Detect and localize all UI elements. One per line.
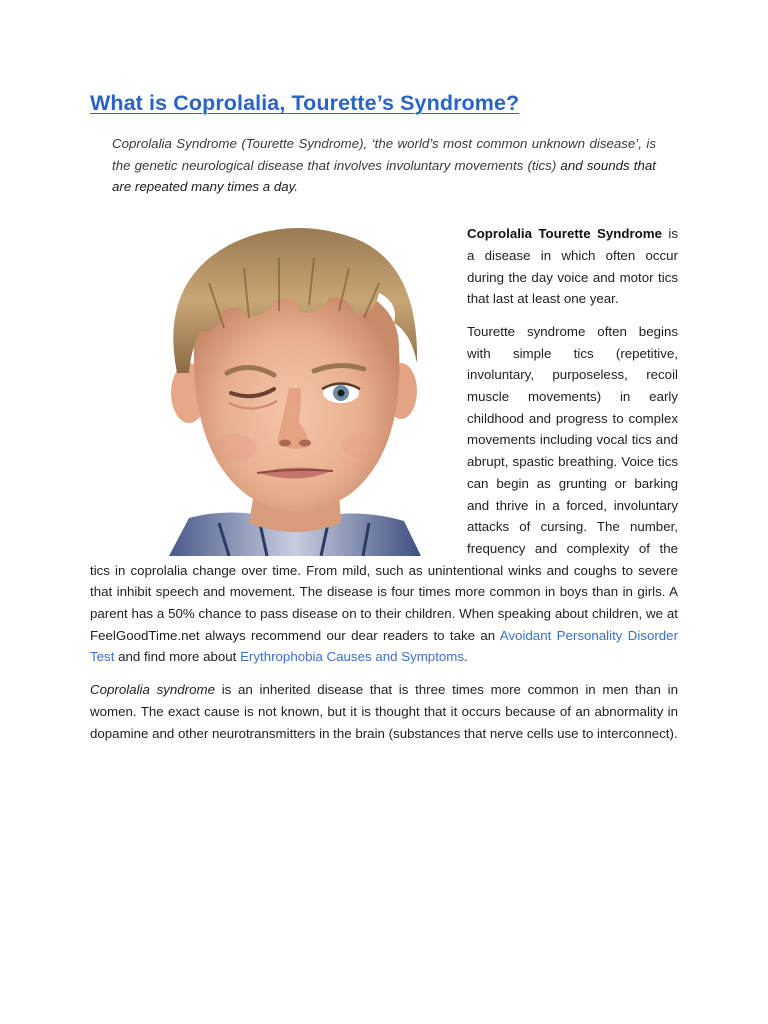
paragraph-3-text: is an inherited disease that is three times more common in men than in women. The exact cause is not known, but it is thought that it occurs because of an abnormality in dopamine and other neurotransmitters in the brain (substances that nerve cells use to interconnect). [90,682,678,741]
article-body [90,223,678,744]
paragraph-2-end: . [464,649,468,665]
paragraph-2-middle: and find more about [114,649,241,665]
intro-text-end: and sounds that are repeated many times a day. [112,157,656,195]
intro-text: Coprolalia Syndrome (Tourette Syndrome), ‘the world’s most common unknown disease’, is the genetic neurological disease that involves involuntary movements (tics) [112,136,656,173]
intro-paragraph [112,133,656,198]
erythrophobia-link[interactable]: Erythrophobia Causes and Symptoms [240,649,465,665]
paragraph-1-text: is a disease in which often occur during the day voice and motor tics that last at least one year. [467,226,678,307]
paragraph-1-bold: Coprolalia Tourette Syndrome [467,226,662,242]
boy-winking-photo [149,223,439,556]
paragraph-3 [90,679,678,744]
boy-winking-illustration [149,223,439,556]
paragraph-2-text: Tourette syndrome often begins with simple tics (repetitive, involuntary, purposeless, recoil muscle movements) in early childhood and progress to complex movements including vocal tics and abrupt, spastic breathing. Voice tics can begin as grunting or barking and thrive in a forced, involuntary attacks of cursing. The number, frequency and complexity of the tics in coprolalia change over time. From mild, such as unintentional winks and coughs to severe that inhibit speech and movement. The disease is four times more common in boys than in girls. A parent has a 50% chance to pass disease on to their children. When speaking about children, we at FeelGoodTime.net always recommend our dear readers to take an [90,323,678,643]
article-title[interactable]: What is Coprolalia, Tourette’s Syndrome? [90,91,520,115]
article [90,86,678,755]
avoidant-personality-link[interactable]: Avoidant Personality Disorder Test [90,627,679,665]
paragraph-3-italic: Coprolalia syndrome [90,682,215,698]
